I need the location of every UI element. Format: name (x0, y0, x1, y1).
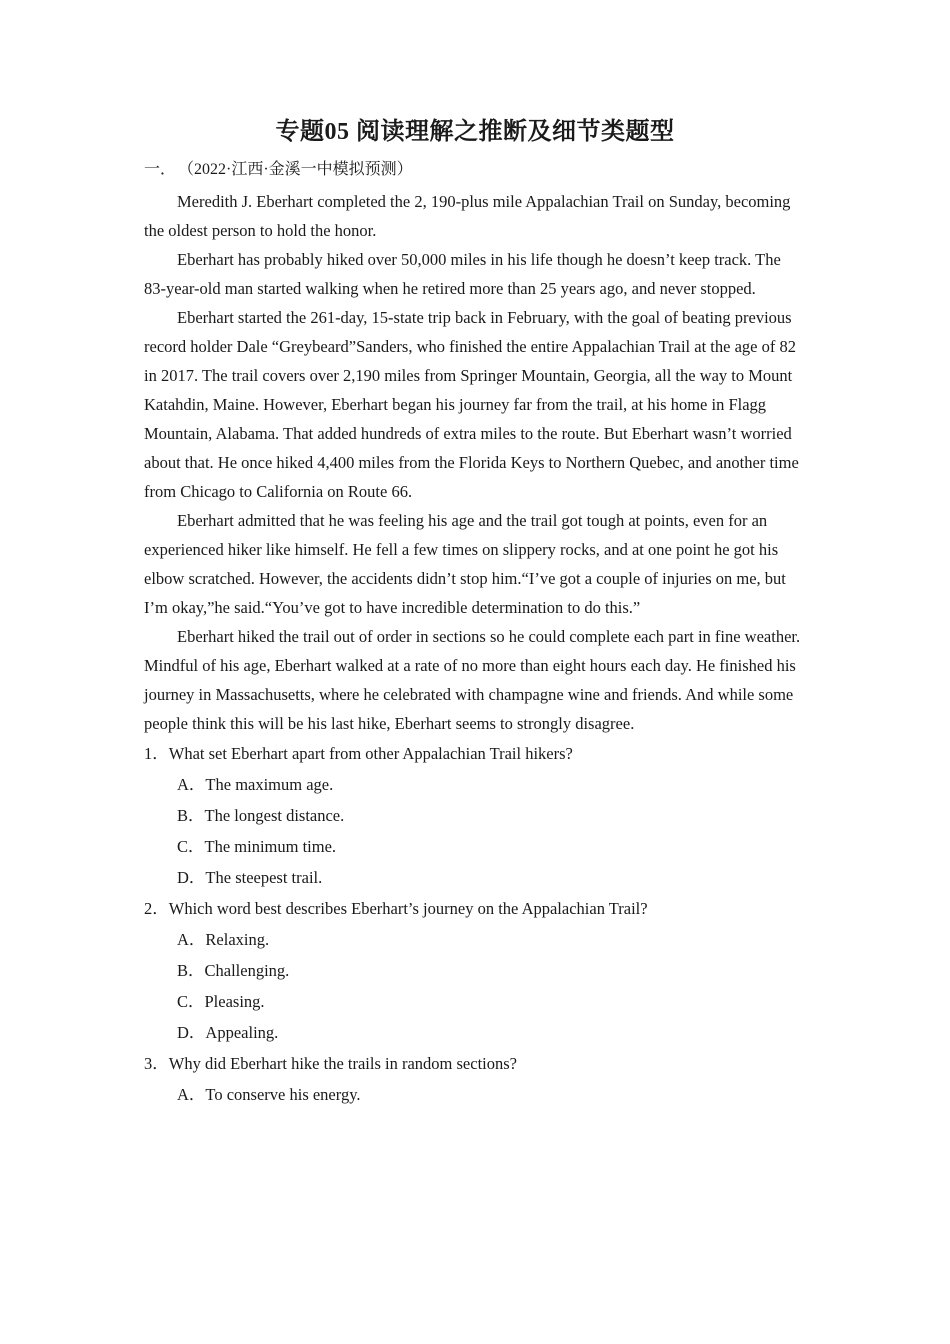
option-b: B．Challenging. (177, 961, 290, 980)
passage-paragraph-1: Meredith J. Eberhart completed the 2, 190-plus mile Appalachian Trail on Sunday, becoming the oldest person to hold the honor. (144, 192, 791, 240)
option-d: D．The steepest trail. (177, 868, 323, 887)
section-number: 一． (144, 161, 177, 178)
question-stem: 1．What set Eberhart apart from other Appalachian Trail hikers? (144, 744, 573, 763)
passage-paragraph-3: Eberhart started the 261-day, 15-state trip back in February, with the goal of beating previous record holder Dale “Greybeard”Sanders, who finished the entire Appalachian Trail at the age of 82 in 2017. The trail covers over 2,190 miles from Springer Mountain, Georgia, all the way to Mount Katahdin, Maine. However, Eberhart began his journey far from the trail, at his home in Flagg Mountain, Alabama. That added hundreds of extra miles to the route. But Eberhart wasn’t worried about that. He once hiked 4,400 miles from the Florida Keys to Northern Quebec, and another time from Chicago to California on Route 66. (144, 308, 799, 501)
passage-paragraph-2: Eberhart has probably hiked over 50,000 miles in his life though he doesn’t keep track. The 83-year-old man started walking when he retired more than 25 years ago, and never stopped. (144, 250, 781, 298)
option-a: A．To conserve his energy. (177, 1085, 361, 1104)
page-title: 专题05 阅读理解之推断及细节类题型 (275, 119, 675, 145)
option-a: A．Relaxing. (177, 930, 270, 949)
option-c: C．Pleasing. (177, 992, 265, 1011)
document-page (144, 112, 806, 1110)
section-source-text: （2022·江西·金溪一中模拟预测） (186, 161, 413, 178)
option-a: A．The maximum age. (177, 775, 334, 794)
question-stem: 3．Why did Eberhart hike the trails in random sections? (144, 1054, 517, 1073)
passage (144, 187, 806, 738)
section-source (144, 158, 806, 182)
option-d: D．Appealing. (177, 1023, 279, 1042)
question-1 (144, 738, 806, 893)
option-c: C．The minimum time. (177, 837, 337, 856)
passage-paragraph-4: Eberhart admitted that he was feeling his age and the trail got tough at points, even for an experienced hiker like himself. He fell a few times on slippery rocks, and at one point he got his elbow scratched. However, the accidents didn’t stop him.“I’ve got a couple of injuries on me, but I’m okay,”he said.“You’ve got to have incredible determination to do this.” (144, 511, 786, 617)
question-3 (144, 1048, 806, 1110)
question-stem: 2．Which word best describes Eberhart’s journey on the Appalachian Trail? (144, 899, 648, 918)
passage-paragraph-5: Eberhart hiked the trail out of order in sections so he could complete each part in fine weather. Mindful of his age, Eberhart walked at a rate of no more than eight hours each day. He finished his journey in Massachusetts, where he celebrated with champagne wine and friends. And while some people think this will be his last hike, Eberhart seems to strongly disagree. (144, 627, 801, 733)
question-2 (144, 893, 806, 1048)
option-b: B．The longest distance. (177, 806, 345, 825)
